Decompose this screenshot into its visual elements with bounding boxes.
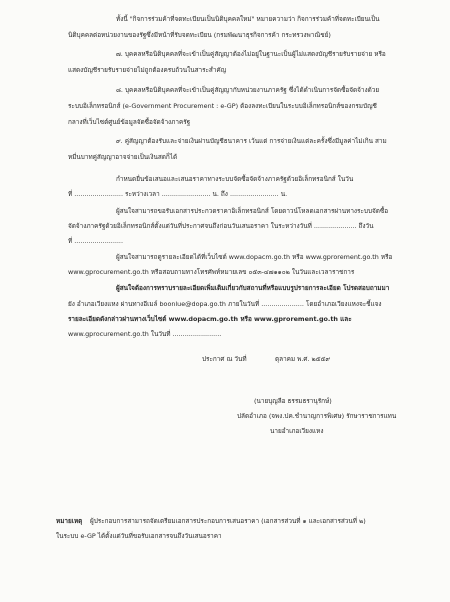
paragraph-line: จัดจ้างภาครัฐด้วยอิเล็กทรอนิกส์ตั้งแต่วันที่ประกาศจนถึงก่อนวันเสนอราคา ในระหว่างวันที่ ..................... ถึงวัน [68, 222, 374, 230]
paragraph-line: ๘. บุคคลหรือนิติบุคคลที่จะเข้าเป็นคู่สัญญากับหน่วยงานภาครัฐ ซึ่งได้ดำเนินการจัดซื้อจัดจ้างด้วย [116, 86, 380, 94]
paragraph-line: กลางที่เว็บไซต์ศูนย์ข้อมูลจัดซื้อจัดจ้างภาครัฐ [68, 118, 191, 126]
paragraph-line: ที่ ........................ [68, 237, 123, 245]
signer-name: (นายบุญลือ ธรรมธรานุรักษ์) [254, 397, 332, 405]
paragraph-line: ทั้งนี้ "กิจการร่วมค้าที่จดทะเบียนเป็นนิติบุคคลใหม่" หมายความว่า กิจการร่วมค้าที่จดทะเบียนเป็น [116, 15, 380, 23]
announcement-date-label: ประกาศ ณ วันที่ [202, 355, 247, 363]
paragraph-line: หมื่นบาทคู่สัญญาอาจจ่ายเป็นเงินสดก็ได้ [68, 153, 178, 161]
paragraph-line: กำหนดยื่นข้อเสนอและเสนอราคาทางระบบจัดซื้อจัดจ้างภาครัฐด้วยอิเล็กทรอนิกส์ ในวัน [116, 175, 354, 183]
signer-position-2: นายอำเภอเวียงแหง [270, 427, 324, 435]
paragraph-line: ผู้สนใจต้องการทราบรายละเอียดเพิ่มเติมเกี่ยวกับสถานที่หรือแบบรูปรายการละเอียด โปรดสอบถามมา [116, 284, 390, 292]
announcement-date-value: ตุลาคม พ.ศ. ๒๕๕๙ [275, 355, 331, 363]
paragraph-line: ยัง อำเภอเวียงแหง ผ่านทางอีเมล์ boonlue@dopa.go.th ภายในวันที่ ..................... โดยอำเภอเวียงแหงจะชี้แจง [68, 300, 382, 308]
paragraph-line: ที่ ........................ ระหว่างเวลา ........................ น. ถึง ........................ น. [68, 190, 288, 198]
note-line: ในระบบ e-GP ได้ตั้งแต่วันที่ขอรับเอกสารจนถึงวันเสนอราคา [56, 532, 222, 540]
signer-position: ปลัดอำเภอ (จพง.ปค.ชำนาญการพิเศษ) รักษาราชการแทน [237, 412, 397, 420]
paragraph-line: รายละเอียดดังกล่าวผ่านทางเว็บไซต์ www.dopacm.go.th หรือ www.gprorement.go.th และ [68, 315, 352, 323]
note-label: หมายเหตุ [56, 517, 83, 525]
paragraph-line: ๗. บุคคลหรือนิติบุคคลที่จะเข้าเป็นคู่สัญญาต้องไม่อยู่ในฐานะเป็นผู้ไม่แสดงบัญชีรายรับรายจ่าย หรือ [116, 50, 386, 58]
paragraph-line: นิติบุคคลต่อหน่วยงานของรัฐซึ่งมีหน้าที่รับจดทะเบียน (กรมพัฒนาธุรกิจการค้า กระทรวงพาณิชย์) [68, 31, 331, 39]
note-line: ผู้ประกอบการสามารถจัดเตรียมเอกสารประกอบการเสนอราคา (เอกสารส่วนที่ ๑ และเอกสารส่วนที่ ๒) [90, 517, 366, 525]
paragraph-line: ระบบอิเล็กทรอนิกส์ (e-Government Procurement : e-GP) ต้องลงทะเบียนในระบบอิเล็กทรอนิกส์ของกรมบัญชี [68, 102, 377, 110]
paragraph-line: www.gprocurement.go.th ในวันที่ ........................ [68, 330, 222, 338]
paragraph-line: ๙. คู่สัญญาต้องรับและจ่ายเงินผ่านบัญชีธนาคาร เว้นแต่ การจ่ายเงินแต่ละครั้งซึ่งมีมูลค่าไม่เกิน สาม [116, 137, 387, 145]
paragraph-line: แสดงบัญชีรายรับรายจ่ายไม่ถูกต้องครบถ้วนในสาระสำคัญ [68, 66, 227, 74]
paragraph-line: ผู้สนใจสามารถดูรายละเอียดได้ที่เว็บไซต์ www.dopacm.go.th หรือ www.gprorement.go.th หรือ [116, 253, 393, 261]
paragraph-line: ผู้สนใจสามารถขอรับเอกสารประกวดราคาอิเล็กทรอนิกส์ โดยดาวน์โหลดเอกสารผ่านทางระบบจัดซื้อ [116, 207, 389, 215]
paragraph-line: www.gprocurement.go.th หรือสอบถามทางโทรศัพท์หมายเลข ๐๕๓-๔๗๑๑๐๒ ในวันและเวลาราชการ [68, 268, 355, 276]
